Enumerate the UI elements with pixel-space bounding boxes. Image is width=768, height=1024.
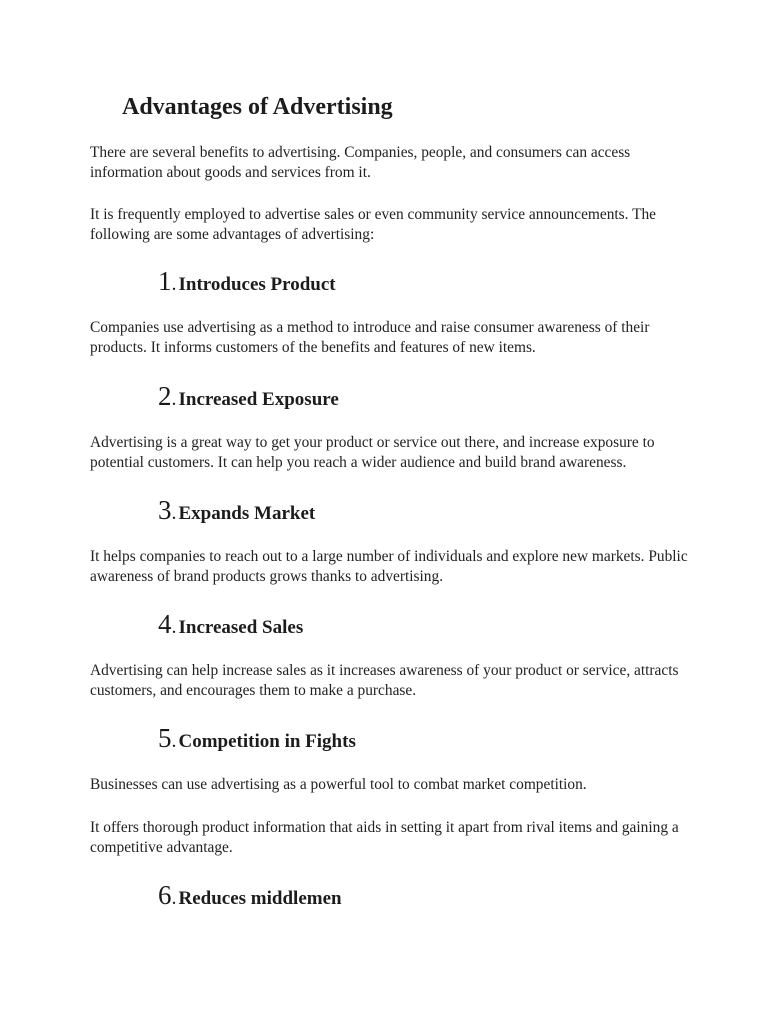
section-heading: 6 . Reduces middlemen xyxy=(158,880,342,910)
section-heading: 2 . Increased Exposure xyxy=(158,381,339,411)
section-paragraph: Businesses can use advertising as a powerful tool to combat market competition. xyxy=(90,776,587,793)
section-heading: 1 . Introduces Product xyxy=(158,266,336,296)
section-title: Increased Sales xyxy=(178,617,304,638)
document-title: Advantages of Advertising xyxy=(122,94,393,120)
section-heading: 4 . Increased Sales xyxy=(158,609,304,639)
section-paragraph: Companies use advertising as a method to introduce and raise consumer awareness of their products. It informs customers of the benefits and features of new items. xyxy=(90,319,650,356)
section-paragraph: Advertising is a great way to get your product or service out there, and increase exposure to potential customers. It can help you reach a wider audience and build brand awareness. xyxy=(90,434,655,471)
section-number: 3 xyxy=(158,495,172,525)
section-heading: 5 . Competition in Fights xyxy=(158,723,356,753)
section-title: Increased Exposure xyxy=(178,389,339,410)
section-number: 1 xyxy=(158,266,172,296)
section-paragraph: It helps companies to reach out to a large number of individuals and explore new markets. Public awareness of brand products grows thanks to advertising. xyxy=(90,548,688,585)
section-heading: 3 . Expands Market xyxy=(158,495,316,525)
section-number: 2 xyxy=(158,381,172,411)
intro-paragraph: It is frequently employed to advertise sales or even community service announcements. The following are some advantages of advertising: xyxy=(90,206,657,243)
section-number: 6 xyxy=(158,880,172,910)
section-paragraph: It offers thorough product information that aids in setting it apart from rival items and gaining a competitive advantage. xyxy=(90,819,679,856)
section-paragraph: Advertising can help increase sales as it increases awareness of your product or service, attracts customers, and encourages them to make a purchase. xyxy=(90,662,679,699)
section-number: 4 xyxy=(158,609,172,639)
section-title: Competition in Fights xyxy=(178,731,356,752)
section-title: Introduces Product xyxy=(178,274,336,295)
section-number: 5 xyxy=(158,723,172,753)
section-title: Reduces middlemen xyxy=(178,888,342,909)
section-title: Expands Market xyxy=(178,503,316,524)
intro-paragraph: There are several benefits to advertising. Companies, people, and consumers can access information about goods and services from it. xyxy=(90,144,631,181)
